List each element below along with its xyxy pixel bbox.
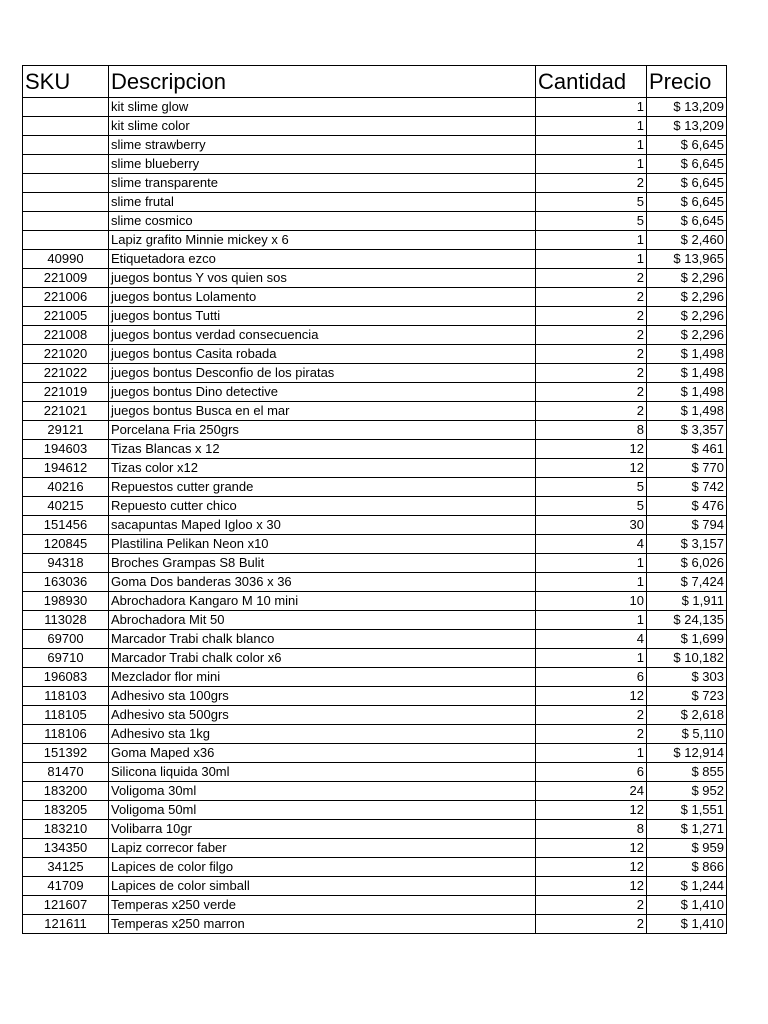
cell-cantidad: 1 xyxy=(536,744,647,763)
cell-precio: $ 2,296 xyxy=(647,307,727,326)
cell-cantidad: 1 xyxy=(536,554,647,573)
table-row xyxy=(23,383,727,402)
cell-precio: $ 742 xyxy=(647,478,727,497)
cell-descripcion: slime frutal xyxy=(109,193,536,212)
cell-descripcion: sacapuntas Maped Igloo x 30 xyxy=(109,516,536,535)
cell-precio: $ 2,618 xyxy=(647,706,727,725)
cell-precio: $ 952 xyxy=(647,782,727,801)
cell-cantidad: 4 xyxy=(536,630,647,649)
cell-cantidad: 5 xyxy=(536,212,647,231)
table-row xyxy=(23,877,727,896)
cell-descripcion: Broches Grampas S8 Bulit xyxy=(109,554,536,573)
cell-descripcion: kit slime glow xyxy=(109,98,536,117)
table-row xyxy=(23,668,727,687)
table-row xyxy=(23,497,727,516)
header-cantidad: Cantidad xyxy=(536,66,647,98)
cell-descripcion: Adhesivo sta 1kg xyxy=(109,725,536,744)
cell-descripcion: juegos bontus Casita robada xyxy=(109,345,536,364)
cell-cantidad: 8 xyxy=(536,820,647,839)
cell-cantidad: 12 xyxy=(536,687,647,706)
cell-precio: $ 476 xyxy=(647,497,727,516)
cell-precio: $ 24,135 xyxy=(647,611,727,630)
table-row xyxy=(23,554,727,573)
cell-cantidad: 8 xyxy=(536,421,647,440)
table-row xyxy=(23,839,727,858)
cell-descripcion: juegos bontus Y vos quien sos xyxy=(109,269,536,288)
cell-cantidad: 1 xyxy=(536,136,647,155)
table-row xyxy=(23,516,727,535)
cell-sku: 40216 xyxy=(23,478,109,497)
table-body xyxy=(23,98,727,934)
cell-cantidad: 2 xyxy=(536,725,647,744)
cell-sku: 221006 xyxy=(23,288,109,307)
cell-precio: $ 1,551 xyxy=(647,801,727,820)
cell-descripcion: juegos bontus Tutti xyxy=(109,307,536,326)
cell-descripcion: Abrochadora Mit 50 xyxy=(109,611,536,630)
cell-cantidad: 1 xyxy=(536,611,647,630)
cell-precio: $ 13,209 xyxy=(647,98,727,117)
cell-precio: $ 1,498 xyxy=(647,383,727,402)
cell-precio: $ 1,699 xyxy=(647,630,727,649)
cell-descripcion: juegos bontus Desconfio de los piratas xyxy=(109,364,536,383)
cell-cantidad: 2 xyxy=(536,364,647,383)
cell-cantidad: 6 xyxy=(536,668,647,687)
cell-precio: $ 6,645 xyxy=(647,212,727,231)
cell-sku: 221021 xyxy=(23,402,109,421)
table-row xyxy=(23,212,727,231)
cell-sku xyxy=(23,231,109,250)
cell-sku xyxy=(23,174,109,193)
cell-sku: 196083 xyxy=(23,668,109,687)
cell-sku: 194603 xyxy=(23,440,109,459)
cell-sku: 194612 xyxy=(23,459,109,478)
cell-sku: 151392 xyxy=(23,744,109,763)
cell-sku: 221022 xyxy=(23,364,109,383)
cell-sku xyxy=(23,98,109,117)
cell-cantidad: 1 xyxy=(536,117,647,136)
cell-precio: $ 6,645 xyxy=(647,155,727,174)
cell-cantidad: 5 xyxy=(536,193,647,212)
cell-sku: 94318 xyxy=(23,554,109,573)
cell-descripcion: juegos bontus verdad consecuencia xyxy=(109,326,536,345)
cell-descripcion: juegos bontus Lolamento xyxy=(109,288,536,307)
cell-descripcion: juegos bontus Busca en el mar xyxy=(109,402,536,421)
cell-sku: 183205 xyxy=(23,801,109,820)
cell-sku: 81470 xyxy=(23,763,109,782)
header-sku: SKU xyxy=(23,66,109,98)
table-row xyxy=(23,744,727,763)
header-precio: Precio xyxy=(647,66,727,98)
cell-precio: $ 2,296 xyxy=(647,288,727,307)
cell-cantidad: 2 xyxy=(536,345,647,364)
table-row xyxy=(23,687,727,706)
cell-precio: $ 1,410 xyxy=(647,915,727,934)
cell-precio: $ 2,296 xyxy=(647,326,727,345)
cell-descripcion: Volibarra 10gr xyxy=(109,820,536,839)
cell-sku: 34125 xyxy=(23,858,109,877)
table-row xyxy=(23,402,727,421)
cell-descripcion: Lapiz grafito Minnie mickey x 6 xyxy=(109,231,536,250)
cell-sku: 121607 xyxy=(23,896,109,915)
table-row xyxy=(23,592,727,611)
table-row xyxy=(23,440,727,459)
table-row xyxy=(23,421,727,440)
cell-descripcion: slime transparente xyxy=(109,174,536,193)
cell-descripcion: Lapices de color filgo xyxy=(109,858,536,877)
table-row xyxy=(23,706,727,725)
table-row xyxy=(23,535,727,554)
cell-cantidad: 1 xyxy=(536,231,647,250)
cell-descripcion: Lapices de color simball xyxy=(109,877,536,896)
table-row xyxy=(23,763,727,782)
cell-cantidad: 12 xyxy=(536,877,647,896)
cell-sku xyxy=(23,136,109,155)
cell-cantidad: 12 xyxy=(536,839,647,858)
cell-cantidad: 2 xyxy=(536,307,647,326)
cell-descripcion: Marcador Trabi chalk blanco xyxy=(109,630,536,649)
cell-cantidad: 24 xyxy=(536,782,647,801)
table-row xyxy=(23,250,727,269)
table-row xyxy=(23,630,727,649)
cell-precio: $ 855 xyxy=(647,763,727,782)
cell-descripcion: Voligoma 50ml xyxy=(109,801,536,820)
table-row xyxy=(23,573,727,592)
cell-sku: 183210 xyxy=(23,820,109,839)
cell-sku xyxy=(23,155,109,174)
cell-precio: $ 770 xyxy=(647,459,727,478)
cell-sku: 120845 xyxy=(23,535,109,554)
table-row xyxy=(23,896,727,915)
cell-cantidad: 4 xyxy=(536,535,647,554)
cell-descripcion: Tizas color x12 xyxy=(109,459,536,478)
table-row xyxy=(23,98,727,117)
table-row xyxy=(23,611,727,630)
cell-precio: $ 7,424 xyxy=(647,573,727,592)
table-row xyxy=(23,459,727,478)
cell-descripcion: Abrochadora Kangaro M 10 mini xyxy=(109,592,536,611)
cell-cantidad: 2 xyxy=(536,706,647,725)
cell-precio: $ 6,645 xyxy=(647,136,727,155)
cell-cantidad: 2 xyxy=(536,269,647,288)
cell-descripcion: Silicona liquida 30ml xyxy=(109,763,536,782)
table-row xyxy=(23,155,727,174)
cell-descripcion: slime cosmico xyxy=(109,212,536,231)
cell-cantidad: 2 xyxy=(536,915,647,934)
header-row xyxy=(23,66,727,98)
cell-sku: 221020 xyxy=(23,345,109,364)
cell-precio: $ 1,911 xyxy=(647,592,727,611)
cell-precio: $ 2,460 xyxy=(647,231,727,250)
cell-descripcion: Plastilina Pelikan Neon x10 xyxy=(109,535,536,554)
table-row xyxy=(23,345,727,364)
cell-precio: $ 1,498 xyxy=(647,364,727,383)
cell-cantidad: 2 xyxy=(536,402,647,421)
cell-sku: 40990 xyxy=(23,250,109,269)
cell-precio: $ 1,244 xyxy=(647,877,727,896)
cell-sku: 29121 xyxy=(23,421,109,440)
cell-precio: $ 3,357 xyxy=(647,421,727,440)
cell-cantidad: 2 xyxy=(536,174,647,193)
table-row xyxy=(23,820,727,839)
cell-descripcion: Lapiz correcor faber xyxy=(109,839,536,858)
cell-descripcion: kit slime color xyxy=(109,117,536,136)
table-row xyxy=(23,649,727,668)
cell-cantidad: 30 xyxy=(536,516,647,535)
cell-cantidad: 12 xyxy=(536,801,647,820)
cell-precio: $ 10,182 xyxy=(647,649,727,668)
cell-sku: 69710 xyxy=(23,649,109,668)
cell-sku: 221019 xyxy=(23,383,109,402)
cell-descripcion: Temperas x250 marron xyxy=(109,915,536,934)
cell-descripcion: Adhesivo sta 100grs xyxy=(109,687,536,706)
cell-precio: $ 1,498 xyxy=(647,402,727,421)
table-row xyxy=(23,269,727,288)
cell-descripcion: Repuesto cutter chico xyxy=(109,497,536,516)
cell-cantidad: 1 xyxy=(536,250,647,269)
cell-precio: $ 1,498 xyxy=(647,345,727,364)
cell-cantidad: 2 xyxy=(536,326,647,345)
cell-precio: $ 794 xyxy=(647,516,727,535)
cell-precio: $ 6,645 xyxy=(647,174,727,193)
cell-cantidad: 2 xyxy=(536,288,647,307)
cell-sku: 183200 xyxy=(23,782,109,801)
cell-sku: 118105 xyxy=(23,706,109,725)
product-table xyxy=(22,65,727,934)
cell-precio: $ 1,410 xyxy=(647,896,727,915)
table-row xyxy=(23,174,727,193)
cell-sku: 221005 xyxy=(23,307,109,326)
table-row xyxy=(23,193,727,212)
cell-precio: $ 13,209 xyxy=(647,117,727,136)
header-descripcion: Descripcion xyxy=(109,66,536,98)
cell-sku xyxy=(23,117,109,136)
cell-precio: $ 2,296 xyxy=(647,269,727,288)
table-row xyxy=(23,307,727,326)
cell-descripcion: Mezclador flor mini xyxy=(109,668,536,687)
cell-precio: $ 1,271 xyxy=(647,820,727,839)
cell-sku: 69700 xyxy=(23,630,109,649)
cell-cantidad: 6 xyxy=(536,763,647,782)
cell-descripcion: Goma Dos banderas 3036 x 36 xyxy=(109,573,536,592)
table-row xyxy=(23,231,727,250)
cell-cantidad: 5 xyxy=(536,497,647,516)
cell-sku: 198930 xyxy=(23,592,109,611)
cell-cantidad: 2 xyxy=(536,896,647,915)
table-row xyxy=(23,858,727,877)
table-row xyxy=(23,364,727,383)
table-row xyxy=(23,782,727,801)
cell-cantidad: 12 xyxy=(536,440,647,459)
cell-sku: 134350 xyxy=(23,839,109,858)
cell-sku: 118106 xyxy=(23,725,109,744)
cell-cantidad: 10 xyxy=(536,592,647,611)
cell-precio: $ 6,026 xyxy=(647,554,727,573)
cell-descripcion: Voligoma 30ml xyxy=(109,782,536,801)
cell-sku: 221009 xyxy=(23,269,109,288)
cell-sku: 163036 xyxy=(23,573,109,592)
table-row xyxy=(23,288,727,307)
cell-cantidad: 2 xyxy=(536,383,647,402)
cell-descripcion: Porcelana Fria 250grs xyxy=(109,421,536,440)
table-row xyxy=(23,478,727,497)
table-row xyxy=(23,136,727,155)
cell-sku: 221008 xyxy=(23,326,109,345)
cell-descripcion: Goma Maped x36 xyxy=(109,744,536,763)
cell-sku: 151456 xyxy=(23,516,109,535)
cell-cantidad: 1 xyxy=(536,573,647,592)
table-row xyxy=(23,801,727,820)
cell-descripcion: juegos bontus Dino detective xyxy=(109,383,536,402)
cell-precio: $ 12,914 xyxy=(647,744,727,763)
cell-sku: 118103 xyxy=(23,687,109,706)
cell-sku: 40215 xyxy=(23,497,109,516)
cell-sku xyxy=(23,212,109,231)
table-row xyxy=(23,326,727,345)
cell-descripcion: slime blueberry xyxy=(109,155,536,174)
cell-precio: $ 959 xyxy=(647,839,727,858)
cell-cantidad: 12 xyxy=(536,459,647,478)
cell-sku: 121611 xyxy=(23,915,109,934)
cell-descripcion: Marcador Trabi chalk color x6 xyxy=(109,649,536,668)
cell-precio: $ 6,645 xyxy=(647,193,727,212)
cell-cantidad: 1 xyxy=(536,155,647,174)
cell-sku xyxy=(23,193,109,212)
cell-descripcion: Tizas Blancas x 12 xyxy=(109,440,536,459)
cell-descripcion: Repuestos cutter grande xyxy=(109,478,536,497)
cell-sku: 41709 xyxy=(23,877,109,896)
table-row xyxy=(23,725,727,744)
cell-cantidad: 5 xyxy=(536,478,647,497)
cell-precio: $ 5,110 xyxy=(647,725,727,744)
table-row xyxy=(23,117,727,136)
cell-cantidad: 1 xyxy=(536,98,647,117)
cell-precio: $ 303 xyxy=(647,668,727,687)
cell-precio: $ 13,965 xyxy=(647,250,727,269)
cell-precio: $ 461 xyxy=(647,440,727,459)
cell-sku: 113028 xyxy=(23,611,109,630)
table-row xyxy=(23,915,727,934)
cell-descripcion: Adhesivo sta 500grs xyxy=(109,706,536,725)
cell-cantidad: 1 xyxy=(536,649,647,668)
cell-precio: $ 723 xyxy=(647,687,727,706)
cell-cantidad: 12 xyxy=(536,858,647,877)
cell-precio: $ 866 xyxy=(647,858,727,877)
cell-descripcion: Temperas x250 verde xyxy=(109,896,536,915)
cell-precio: $ 3,157 xyxy=(647,535,727,554)
cell-descripcion: slime strawberry xyxy=(109,136,536,155)
cell-descripcion: Etiquetadora ezco xyxy=(109,250,536,269)
